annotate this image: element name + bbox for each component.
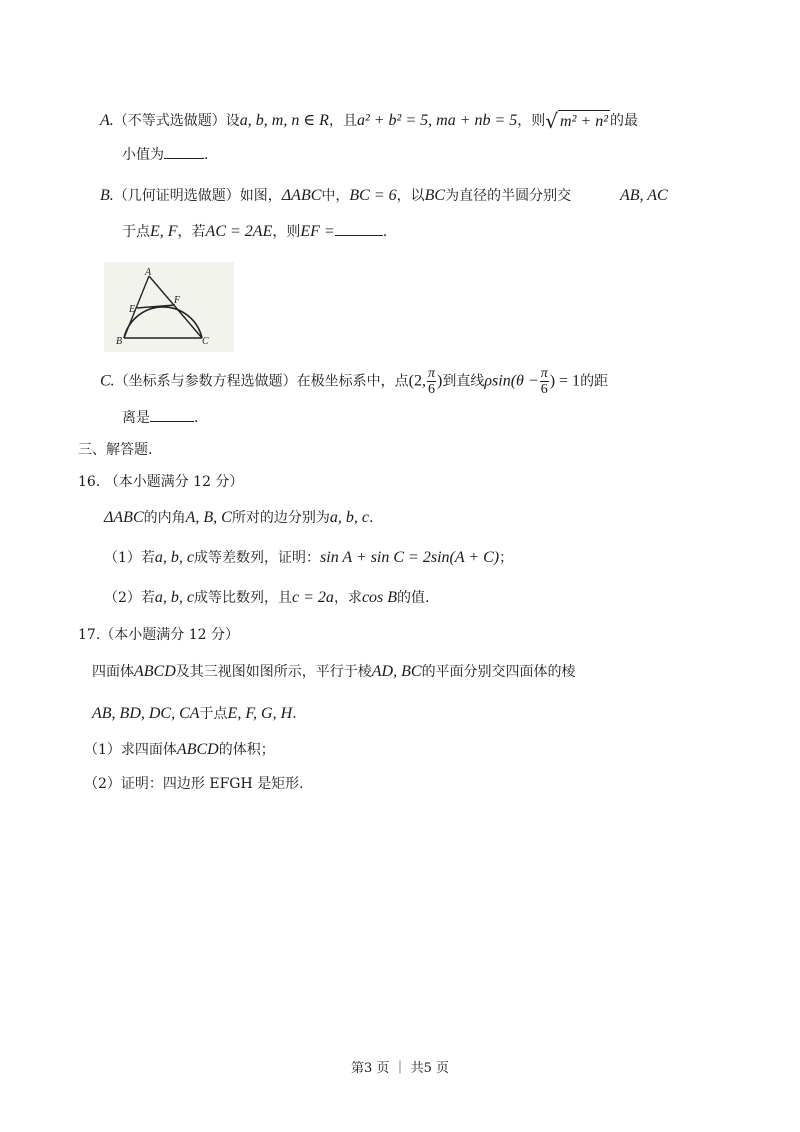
fraction-pi-over-6: $\frac{\pi}{6}$ — [540, 366, 548, 397]
question-15a-line2: 小值为 . — [122, 144, 208, 165]
sqrt-expression: √ m² + n² — [545, 109, 608, 133]
question-15c-line1: C.（坐标系与参数方程选做题）在极坐标系中，点(2, $\frac{\pi}{6}$ )到直线ρsin(θ − $\frac{\pi}{6}$ ) = 1的距 — [100, 366, 609, 397]
question-17-part1: （1）求四面体ABCD的体积； — [84, 741, 275, 758]
answer-blank — [150, 407, 194, 422]
question-16-heading: 16. （本小题满分 12 分） — [78, 474, 244, 490]
fraction-pi-over-6: $\frac{\pi}{6}$ — [428, 366, 436, 397]
question-15b-line2: 于点E, F，若AC = 2AE，则EF = . — [122, 223, 388, 240]
question-16-stem: ΔABC的内角A, B, C所对的边分别为a, b, c. — [104, 509, 374, 526]
question-15b-line1: B.（几何证明选做题）如图，ΔABC中，BC = 6，以BC为直径的半圆分别交 — [100, 187, 572, 204]
question-17-heading: 17.（本小题满分 12 分） — [78, 627, 239, 643]
question-17-stem-line1: 四面体ABCD及其三视图如图所示，平行于棱AD, BC的平面分别交四面体的棱 — [92, 663, 576, 680]
question-17-stem-line2: AB, BD, DC, CA于点E, F, G, H. — [92, 705, 297, 722]
answer-blank — [164, 144, 204, 159]
question-17-part2: （2）证明：四边形 EFGH 是矩形. — [84, 776, 304, 792]
label-b: B — [116, 336, 123, 347]
question-16-part1: （1）若a, b, c成等差数列，证明：sin A + sin C = 2sin(A + C)； — [104, 549, 514, 566]
label-e: E — [129, 304, 136, 315]
label-c: C — [202, 336, 209, 347]
label-a: A — [145, 267, 152, 278]
question-16-part2: （2）若a, b, c成等比数列，且c = 2a，求cos B的值. — [104, 589, 430, 606]
question-15a-line1: A.（不等式选做题）设a, b, m, n ∈ R，且a² + b² = 5, ma + nb = 5，则 √ m² + n² 的最 — [100, 109, 638, 133]
answer-blank — [335, 221, 383, 236]
page-footer: 第3 页 ｜ 共5 页 — [350, 1061, 450, 1076]
question-15c-line2: 离是 . — [122, 407, 198, 428]
triangle-semicircle-figure — [104, 262, 234, 352]
label-f: F — [174, 295, 181, 306]
question-15b-ab-ac: AB, AC — [620, 187, 668, 204]
section-heading-3: 三、解答题. — [78, 442, 153, 458]
